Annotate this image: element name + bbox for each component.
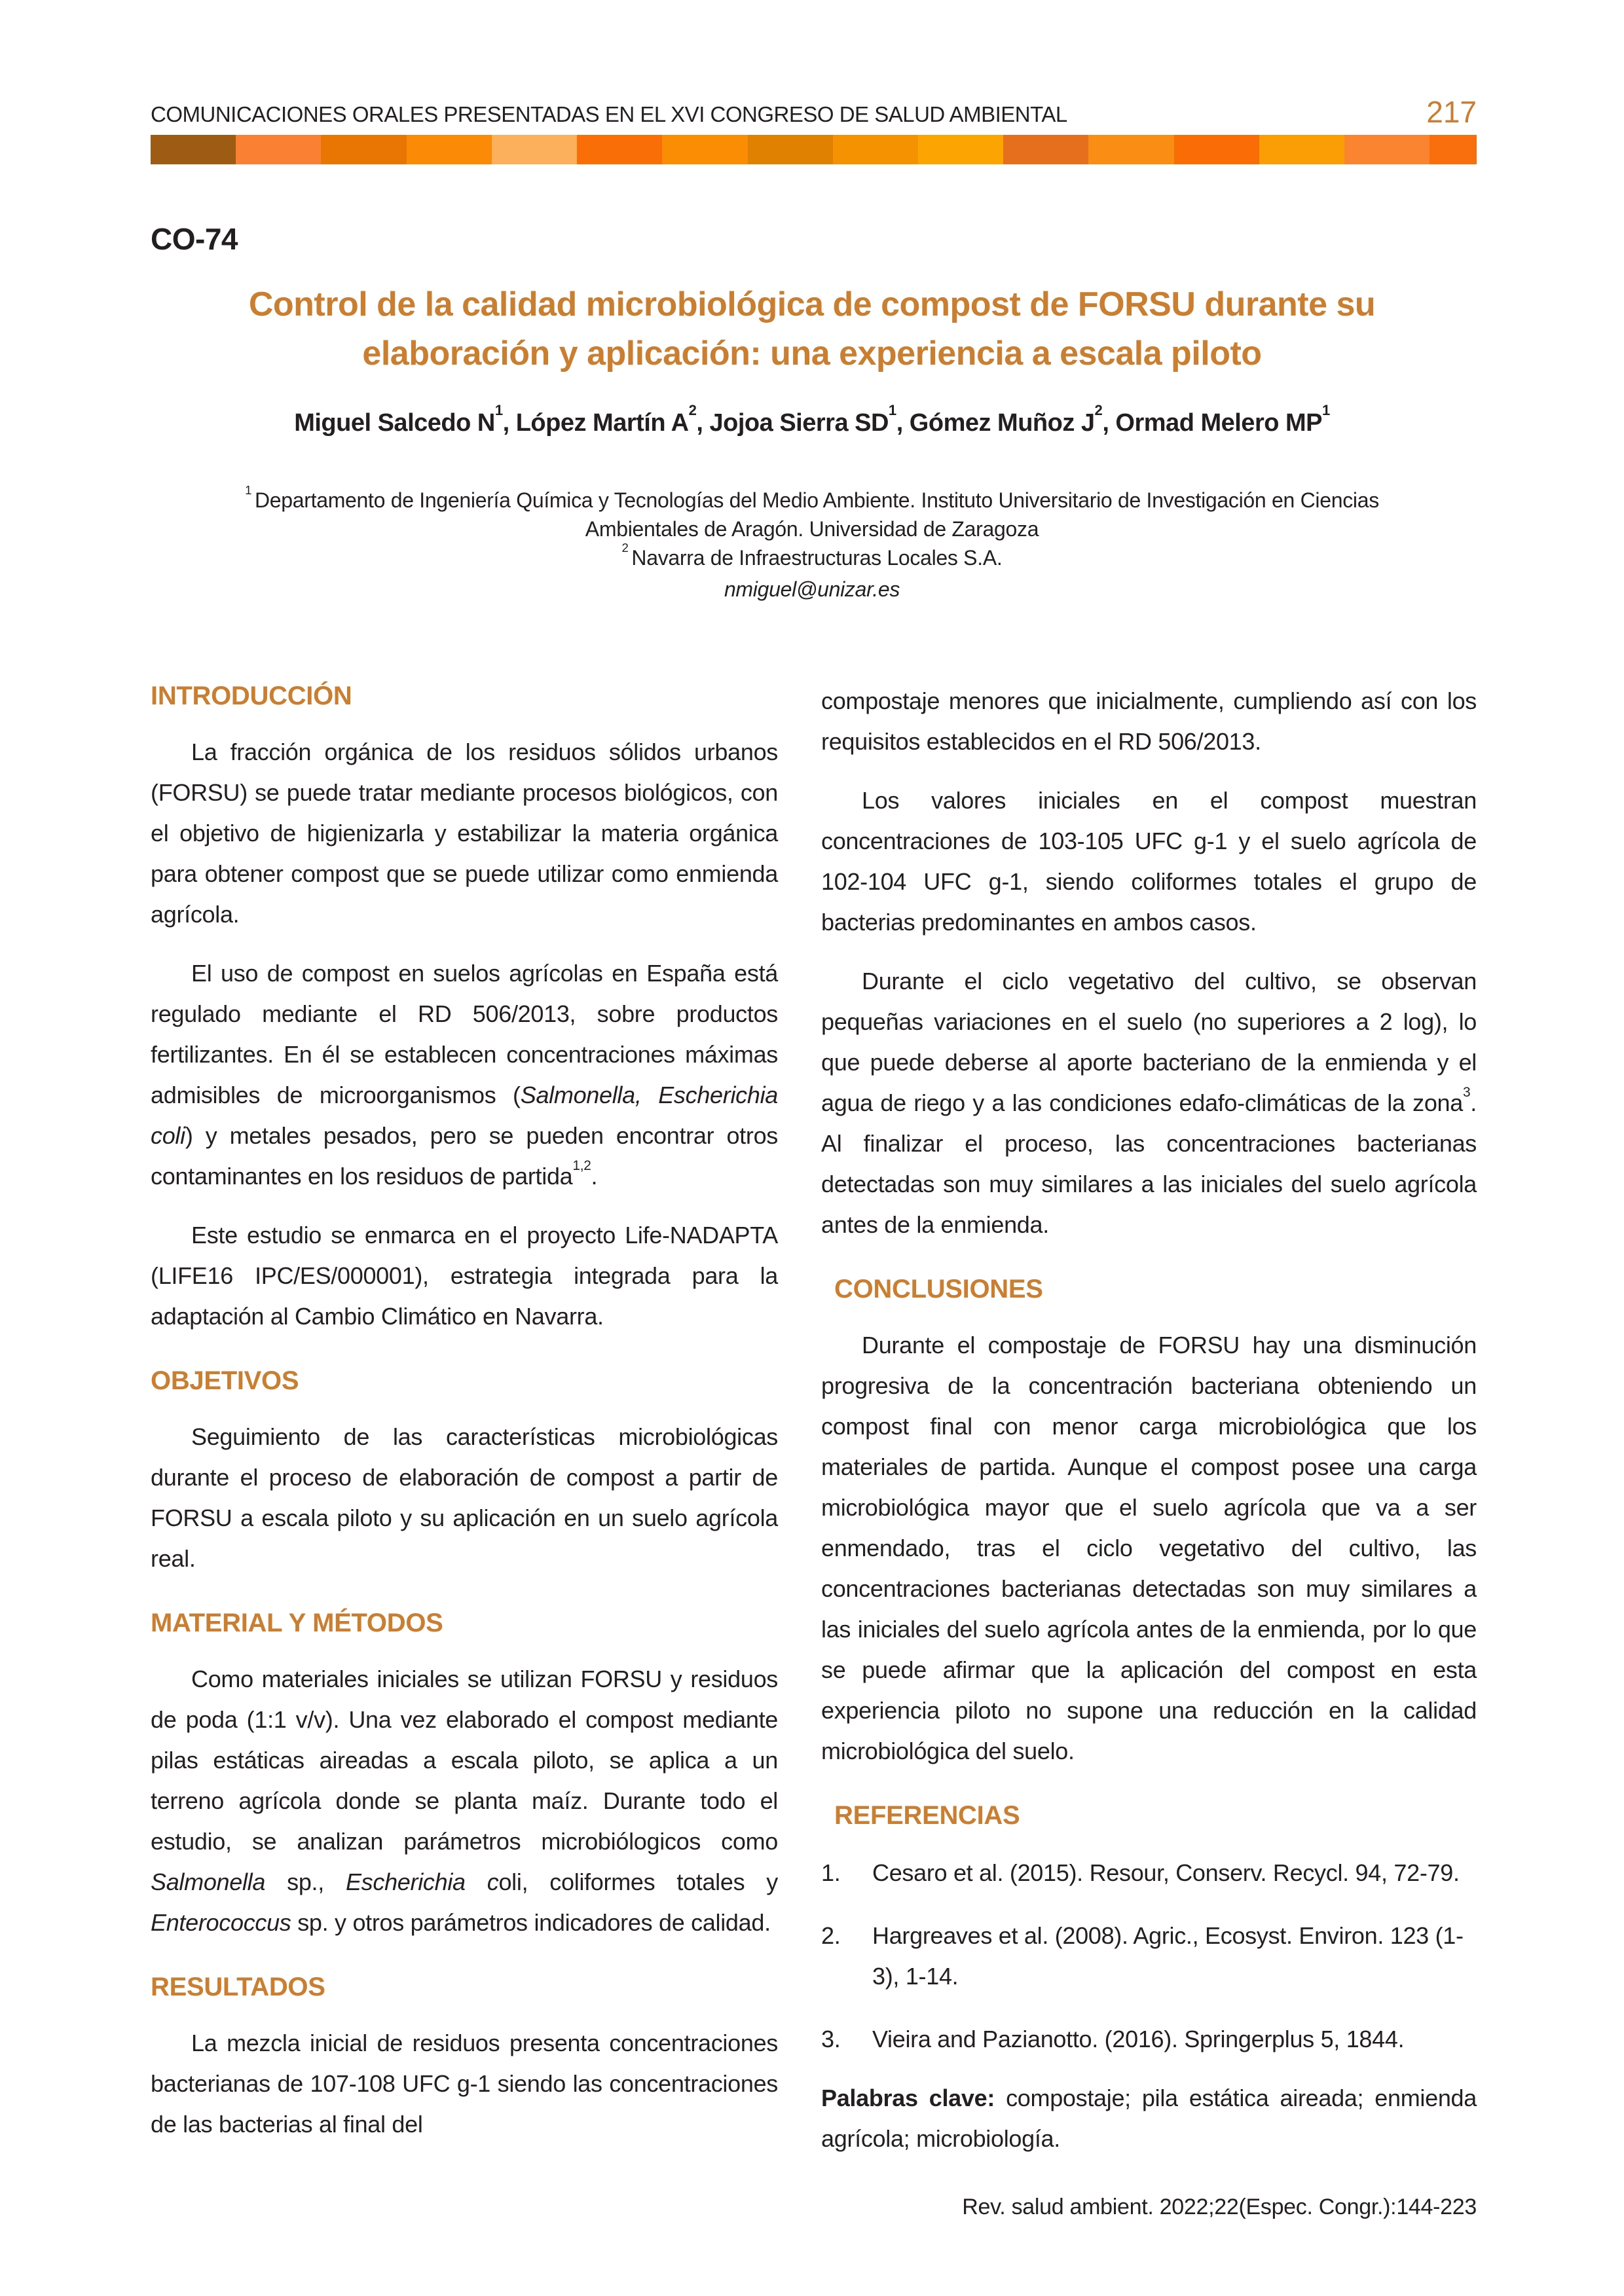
color-bar-segment [662,135,747,164]
section-heading-material-y-metodos: MATERIAL Y MÉTODOS [151,1609,443,1637]
color-bar-segment [236,135,321,164]
color-bar-segment [1259,135,1344,164]
color-bar-segment [1003,135,1088,164]
color-bar-segment [151,135,236,164]
reference-number: 2. [821,1922,841,1949]
journal-citation: Rev. salud ambient. 2022;22(Espec. Congr.):144-223 [962,2195,1477,2219]
color-bar-segment [1430,135,1477,164]
affiliations-block [229,483,1395,604]
color-bar-segment [492,135,577,164]
paragraph-resultados-3: Los valores iniciales en el compost muestran concentraciones de 103-105 UFC g-1 y el suelo agrícola de 102-104 UFC g-1, siendo coliformes totales el grupo de bacterias predominantes en ambos casos. [821,787,1477,936]
section-heading-conclusiones: CONCLUSIONES [834,1275,1043,1303]
section-heading-introduccion: INTRODUCCIÓN [151,682,352,710]
article-title: Control de la calidad microbiológica de compost de FORSU durante su elaboración y aplicación: una experiencia a escala piloto [248,285,1376,373]
page-number: 217 [1426,95,1477,129]
reference-item [821,1916,1477,1997]
paragraph-intro-1: La fracción orgánica de los residuos sólidos urbanos (FORSU) se puede tratar mediante procesos biológicos, con el objetivo de higienizarla y estabilizar la materia orgánica para obtener compost que se puede utilizar como enmienda agrícola. [151,738,778,928]
color-bar-segment [1088,135,1173,164]
authors-line: Miguel Salcedo $N^1$, López Martín $A^2$, Jojoa Sierra $SD^1$, Gómez Muñoz $J^2$, Ormad Melero $MP^1$ [294,402,1330,437]
reference-text: Vieira and Pazianotto. (2016). Springerplus 5, 1844. [872,2026,1405,2052]
section-heading-resultados: RESULTADOS [151,1973,325,2001]
paragraph-intro-2: El uso de compost en suelos agrícolas en España está regulado mediante el RD 506/2013, sobre productos fertilizantes. En él se establecen concentraciones máximas admisibles de microorganismos (Salmonella, Escherichia coli) y metales pesados, pero se pueden encontrar otros contaminantes en los residuos de partida$^{1,2}$. [151,960,778,1190]
affiliation-1: $^1$ Departamento de Ingeniería Química y Tecnologías del Medio Ambiente. Instituto Universitario de Investigación en Ciencias Ambientales de Aragón. Universidad de Zaragoza [245,483,1379,541]
reference-number: 3. [821,2026,841,2052]
paragraph-resultados-2: compostaje menores que inicialmente, cumpliendo así con los requisitos establecidos en el RD 506/2013. [821,687,1477,755]
article-body [151,681,1477,2159]
reference-text: Cesaro et al. (2015). Resour, Conserv. Recycl. 94, 72-79. [872,1859,1460,1886]
reference-list [821,1853,1477,2060]
reference-number: 1. [821,1859,841,1886]
color-bar-segment [1174,135,1259,164]
color-bar-segment [1344,135,1430,164]
section-heading-objetivos: OBJETIVOS [151,1366,299,1395]
paragraph-objetivos-1: Seguimiento de las características microbiológicas durante el proceso de elaboración de compost a partir de FORSU a escala piloto y su aplicación en un suelo agrícola real. [151,1423,778,1572]
left-column [151,681,778,2159]
paragraph-resultados-4: Durante el ciclo vegetativo del cultivo, se observan pequeñas variaciones en el suelo (no superiores a 2 log), lo que puede deberse al aporte bacteriano de la enmienda y el agua de riego y a las condiciones edafo-climáticas de la zona$^3$. Al finalizar el proceso, las concentraciones bacterianas detectadas son muy similares a las iniciales del suelo agrícola antes de la enmienda. [821,968,1477,1238]
contact-email: nmiguel@unizar.es [724,577,900,601]
color-bar-segment [577,135,662,164]
reference-text: Hargreaves et al. (2008). Agric., Ecosyst. Environ. 123 (1-3), 1-14. [872,1922,1464,1990]
paragraph-intro-3: Este estudio se enmarca en el proyecto Life-NADAPTA (LIFE16 IPC/ES/000001), estrategia integrada para la adaptación al Cambio Climático en Navarra. [151,1222,778,1330]
reference-item [821,2019,1477,2060]
article-id: CO-74 [151,222,238,256]
color-bar-segment [748,135,833,164]
color-bar-segment [407,135,492,164]
right-column [821,681,1477,2159]
paragraph-conclusiones-1: Durante el compostaje de FORSU hay una disminución progresiva de la concentración bacteriana obteniendo un compost final con menor carga microbiológica que los materiales de partida. Aunque el compost posee una carga microbiológica mayor que el suelo agrícola que va a ser enmendado, tras el ciclo vegetativo del cultivo, las concentraciones bacterianas detectadas son muy similares a las iniciales del suelo agrícola antes de la enmienda, por lo que se puede afirmar que la aplicación del compost en esta experiencia piloto no supone una reducción en la calidad microbiológica del suelo. [821,1332,1477,1764]
running-title: COMUNICACIONES ORALES PRESENTADAS EN EL XVI CONGRESO DE SALUD AMBIENTAL [151,102,1067,126]
paragraph-resultados-1: La mezcla inicial de residuos presenta concentraciones bacterianas de 107-108 UFC g-1 siendo las concentraciones de las bacterias al final del [151,2030,778,2138]
reference-item [821,1853,1477,1893]
color-bar-segment [833,135,918,164]
color-bar-segment [321,135,406,164]
affiliation-2: $^2$ Navarra de Infraestructuras Locales S.A. [621,541,1003,570]
keywords: Palabras clave: compostaje; pila estática aireada; enmienda agrícola; microbiología. [821,2085,1477,2152]
decorative-color-bar [151,135,1477,164]
color-bar-segment [918,135,1003,164]
section-heading-referencias: REFERENCIAS [834,1801,1020,1830]
paragraph-material-1: Como materiales iniciales se utilizan FORSU y residuos de poda (1:1 v/v). Una vez elaborado el compost mediante pilas estáticas aireadas a escala piloto, se aplica a un terreno agrícola donde se planta maíz. Durante todo el estudio, se analizan parámetros microbiólogicos como Salmonella sp., Escherichia coli, coliformes totales y Enterococcus sp. y otros parámetros indicadores de calidad. [151,1666,778,1936]
running-header [151,97,1477,127]
